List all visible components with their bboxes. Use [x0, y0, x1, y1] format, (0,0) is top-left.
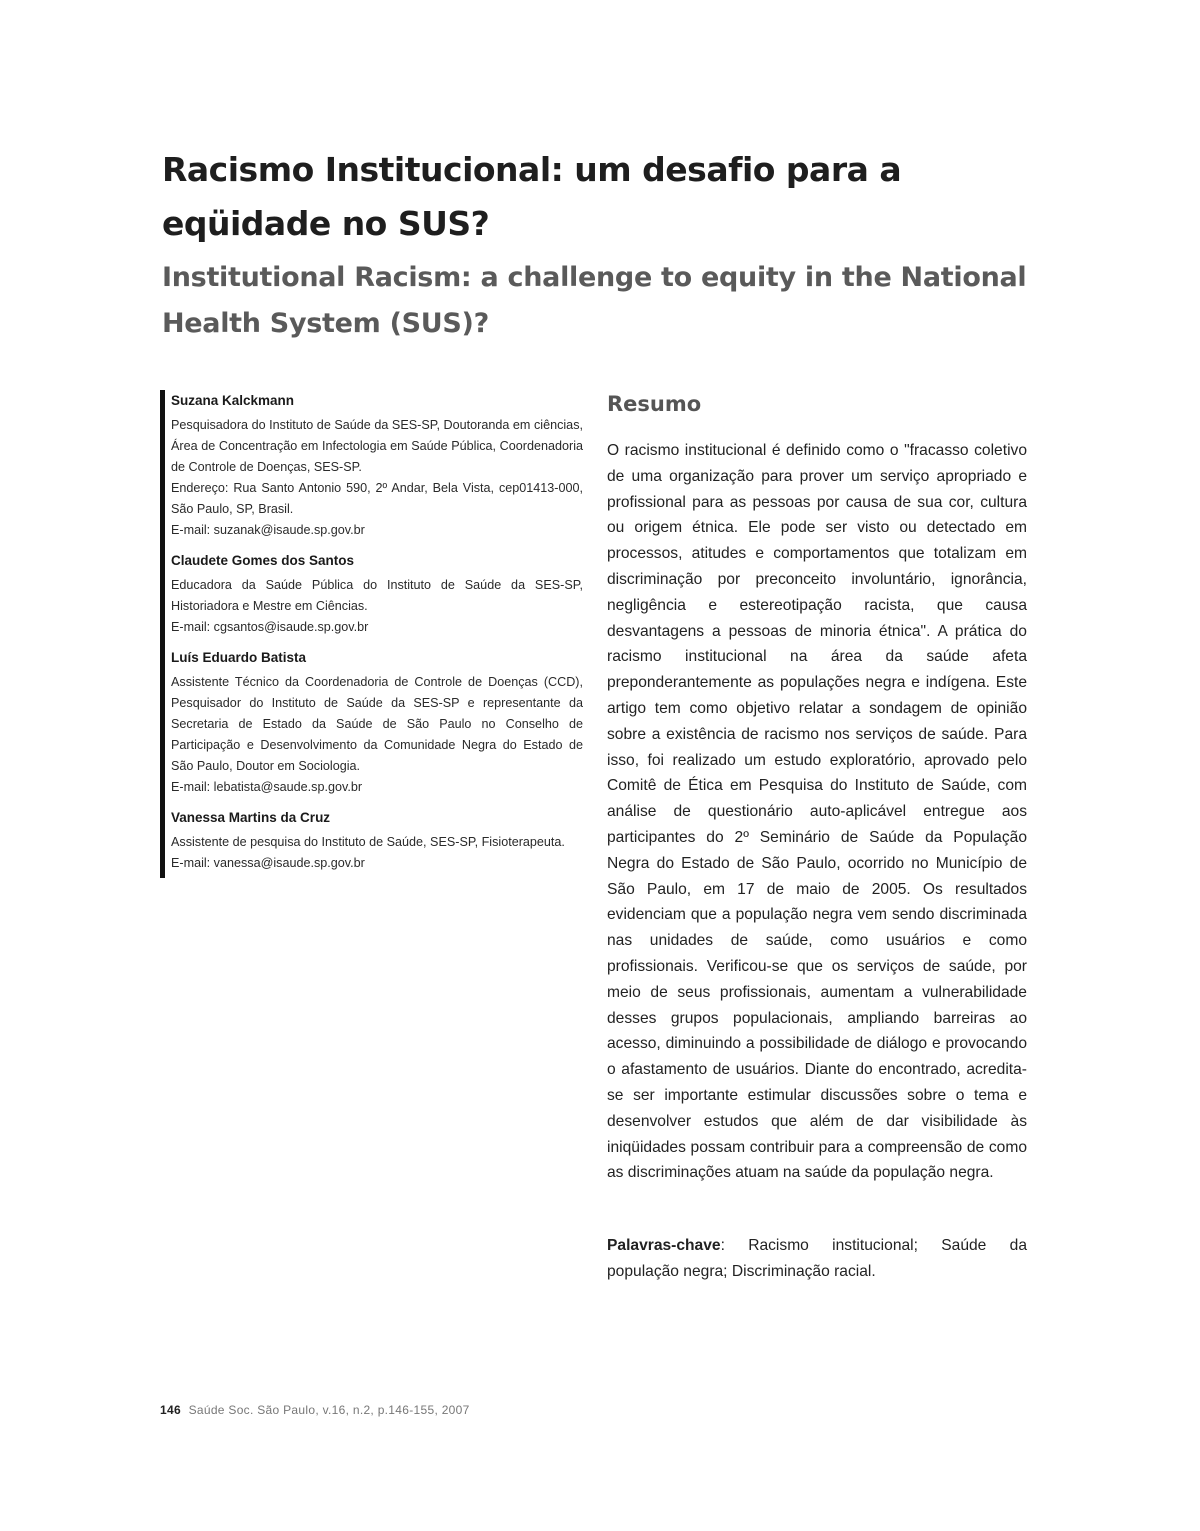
author-name: Luís Eduardo Batista: [171, 650, 307, 665]
page-number: 146: [160, 1403, 181, 1417]
author-name: Suzana Kalckmann: [171, 393, 295, 408]
email-line: E-mail: cgsantos@isaude.sp.gov.br: [171, 620, 369, 634]
page-footer: [160, 1403, 470, 1417]
author-name: Vanessa Martins da Cruz: [171, 810, 331, 825]
abstract-text: O racismo institucional é definido como o "fracasso coletivo de uma organização para prover um serviço apropriado e profissional para as pessoas por causa de sua cor, cultura ou origem étnica. Ele pode ser visto ou detectado em processos, atitudes e comportamentos que totalizam em discriminação por preconceito involuntário, ignorância, negligência e estereotipação racista, que causa desvantagens a pessoas de minoria étnica". A prática do racismo institucional na área da saúde afeta preponderantemente as populações negra e indígena. Este artigo tem como objetivo relatar a sondagem de opinião sobre a existência de racismo nos serviços de saúde. Para isso, foi realizado um estudo exploratório, aprovado pelo Comitê de Ética em Pesquisa do Instituto de Saúde, com análise de questionário auto-aplicável entregue aos participantes do 2º Seminário de Saúde da População Negra do Estado de São Paulo, ocorrido no Município de São Paulo, em 17 de maio de 2005. Os resultados evidenciam que a população negra vem sendo discriminada nas unidades de saúde, como usuários e como profissionais. Verificou-se que os serviços de saúde, por meio de seus profissionais, aumentam a vulnerabilidade desses grupos populacionais, ampliando barreiras ao acesso, diminuindo a possibilidade de diálogo e provocando o afastamento de usuários. Diante do encontrado, acredita-se ser importante estimular discussões sobre o tema e desenvolver estudos que além de dar visibilidade às iniqüidades possam contribuir para a compreensão de como as discriminações atuam na saúde da população negra.: [607, 442, 1027, 1182]
keywords-list: : Racismo institucional; Saúde da população negra; Discriminação racial.: [607, 1237, 1027, 1280]
email-line: E-mail: lebatista@saude.sp.gov.br: [171, 780, 363, 794]
keywords-label: Palavras-chave: [607, 1237, 721, 1254]
author-affiliation: [171, 415, 583, 541]
affiliation-line: Assistente Técnico da Coordenadoria de Controle de Doenças (CCD), Pesquisador do Instituto de Saúde da SES-SP e representante da Secretaria de Estado da Saúde de São Paulo no Conselho de Participação e Desenvolvimento da Comunidade Negra do Estado de São Paulo, Doutor em Sociologia.: [171, 675, 583, 773]
author-affiliation: [171, 832, 583, 874]
email-line: E-mail: vanessa@isaude.sp.gov.br: [171, 856, 365, 870]
author-entry: [171, 647, 583, 798]
author-name: Claudete Gomes dos Santos: [171, 553, 355, 568]
address-line: Endereço: Rua Santo Antonio 590, 2º Andar, Bela Vista, cep01413-000, São Paulo, SP, Brasil.: [171, 481, 583, 516]
author-affiliation: [171, 672, 583, 798]
affiliation-line: Pesquisadora do Instituto de Saúde da SES-SP, Doutoranda em ciências, Área de Concentração em Infectologia em Saúde Pública, Coordenadoria de Controle de Doenças, SES-SP.: [171, 418, 583, 474]
author-affiliations: [171, 390, 583, 883]
article-title-english: Institutional Racism: a challenge to equity in the National Health System (SUS)?: [162, 262, 1027, 339]
article-title-portuguese: Racismo Institucional: um desafio para a eqüidade no SUS?: [162, 150, 902, 243]
affiliation-line: Assistente de pesquisa do Instituto de Saúde, SES-SP, Fisioterapeuta.: [171, 835, 565, 849]
author-entry: [171, 550, 583, 638]
keywords: [607, 1233, 1027, 1285]
author-affiliation: [171, 575, 583, 638]
email-line: E-mail: suzanak@isaude.sp.gov.br: [171, 523, 365, 537]
author-entry: [171, 807, 583, 874]
journal-citation: Saúde Soc. São Paulo, v.16, n.2, p.146-155, 2007: [188, 1403, 470, 1417]
author-block-rule: [160, 390, 165, 878]
affiliation-line: Educadora da Saúde Pública do Instituto de Saúde da SES-SP, Historiadora e Mestre em Ciências.: [171, 578, 583, 613]
author-entry: [171, 390, 583, 541]
abstract-heading: Resumo: [607, 392, 702, 416]
